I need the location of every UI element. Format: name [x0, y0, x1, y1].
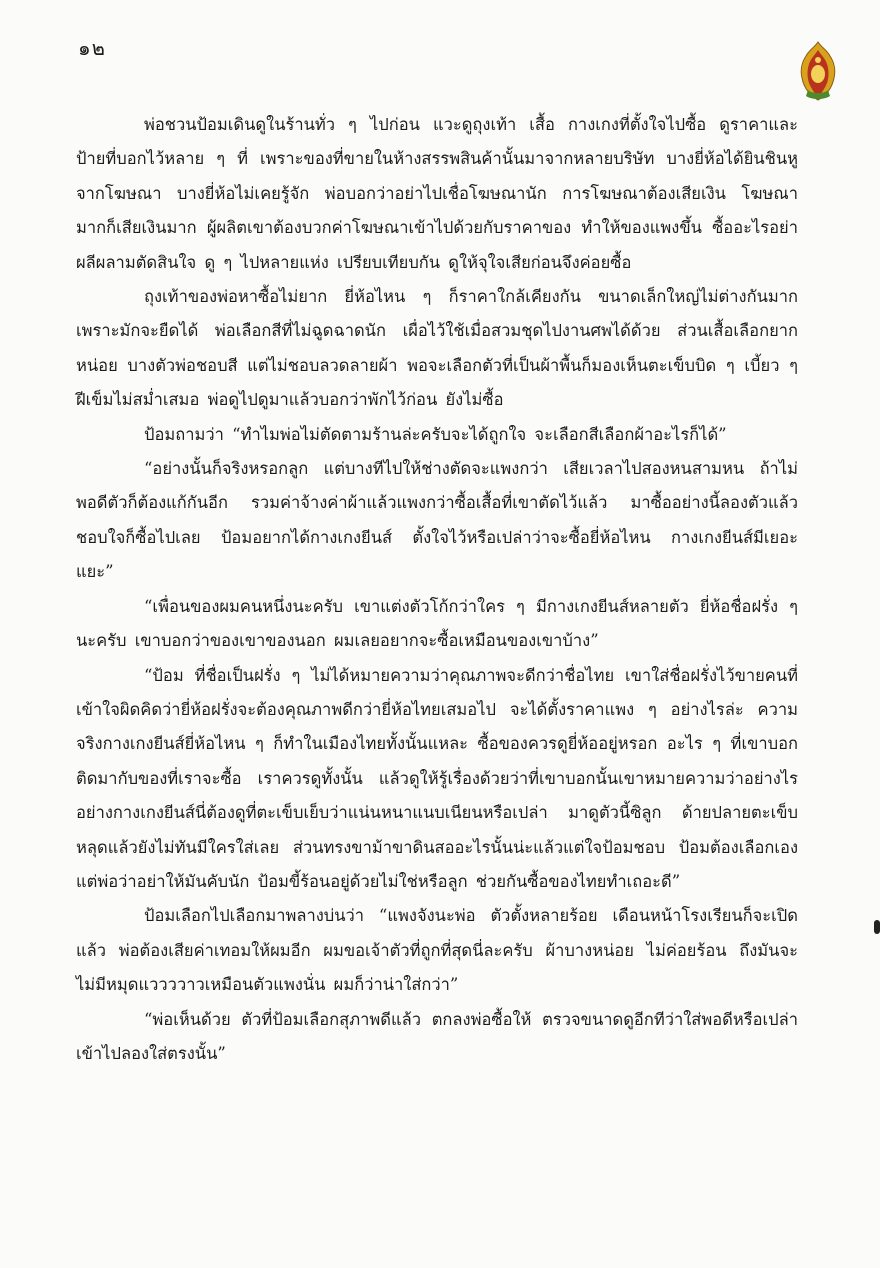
paragraph: “เพื่อนของผมคนหนึ่งนะครับ เขาแต่งตัวโก้กว่าใคร ๆ มีกางเกงยีนส์หลายตัว ยี่ห้อชื่อฝรั่ง ๆ นะครับ เขาบอกว่าของเขาของนอก ผมเลยอยากจะซื้อเหมือนของเขาบ้าง”: [76, 596, 798, 651]
page-number: ๑๒: [78, 36, 106, 60]
document-body: [76, 108, 798, 1071]
paragraph: พ่อชวนป้อมเดินดูในร้านทั่ว ๆ ไปก่อน แวะดูถุงเท้า เสื้อ กางเกงที่ตั้งใจไปซื้อ ดูราคาและป้ายที่บอกไว้หลาย ๆ ที่ เพราะของที่ขายในห้างสรรพสินค้านั้นมาจากหลายบริษัท บางยี่ห้อได้ยินชินหูจากโฆษณา บางยี่ห้อไม่เคยรู้จัก พ่อบอกว่าอย่าไปเชื่อโฆษณานัก การโฆษณาต้องเสียเงิน โฆษณามากก็เสียเงินมาก ผู้ผลิตเขาต้องบวกค่าโฆษณาเข้าไปด้วยกับราคาของ ทำให้ของแพงขึ้น ซื้ออะไรอย่าผลีผลามตัดสินใจ ดู ๆ ไปหลายแห่ง เปรียบเทียบกัน ดูให้จุใจเสียก่อนจึงค่อยซื้อ: [76, 115, 798, 272]
paragraph: ป้อมถามว่า “ทำไมพ่อไม่ตัดตามร้านล่ะครับจะได้ถูกใจ จะเลือกสีเลือกผ้าอะไรก็ได้”: [144, 424, 727, 444]
paragraph: ถุงเท้าของพ่อหาซื้อไม่ยาก ยี่ห้อไหน ๆ ก็ราคาใกล้เคียงกัน ขนาดเล็กใหญ่ไม่ต่างกันมาก เพราะมักจะยืดได้ พ่อเลือกสีที่ไม่ฉูดฉาดนัก เผื่อไว้ใช้เมื่อสวมชุดไปงานศพได้ด้วย ส่วนเสื้อเลือกยากหน่อย บางตัวพ่อชอบสี แต่ไม่ชอบลวดลายผ้า พอจะเลือกตัวที่เป็นผ้าพื้นก็มองเห็นตะเข็บบิด ๆ เบี้ยว ๆ ฝีเข็มไม่สม่ำเสมอ พ่อดูไปดูมาแล้วบอกว่าพักไว้ก่อน ยังไม่ซื้อ: [76, 287, 798, 410]
paragraph: ป้อมเลือกไปเลือกมาพลางบ่นว่า “แพงจังนะพ่อ ตัวตั้งหลายร้อย เดือนหน้าโรงเรียนก็จะเปิดแล้ว พ่อต้องเสียค่าเทอมให้ผมอีก ผมขอเจ้าตัวที่ถูกที่สุดนี่ละครับ ผ้าบางหน่อย ไม่ค่อยร้อน ถึงมันจะไม่มีหมุดแววววาวเหมือนตัวแพงนั่น ผมก็ว่าน่าใส่กว่า”: [76, 906, 798, 995]
paragraph: “พ่อเห็นด้วย ตัวที่ป้อมเลือกสุภาพดีแล้ว ตกลงพ่อซื้อให้ ตรวจขนาดดูอีกทีว่าใส่พอดีหรือเปล่า เข้าไปลองใส่ตรงนั้น”: [76, 1009, 798, 1063]
paragraph: “ป้อม ที่ชื่อเป็นฝรั่ง ๆ ไม่ได้หมายความว่าคุณภาพจะดีกว่าชื่อไทย เขาใส่ชื่อฝรั่งไว้ขายคนที่เข้าใจผิดคิดว่ายี่ห้อฝรั่งจะต้องคุณภาพดีกว่ายี่ห้อไทยเสมอไป จะได้ตั้งราคาแพง ๆ อย่างไรล่ะ ความจริงกางเกงยีนส์ยี่ห้อไหน ๆ ก็ทำในเมืองไทยทั้งนั้นแหละ ซื้อของควรดูยี่ห้ออยู่หรอก อะไร ๆ ที่เขาบอกติดมากับของที่เราจะซื้อ เราควรดูทั้งนั้น แล้วดูให้รู้เรื่องด้วยว่าที่เขาบอกนั้นเขาหมายความว่าอย่างไร อย่างกางเกงยีนส์นี่ต้องดูที่ตะเข็บเย็บว่าแน่นหนาแนบเนียนหรือเปล่า มาดูตัวนี้ซิลูก ด้ายปลายตะเข็บหลุดแล้วยังไม่ทันมีใครใส่เลย ส่วนทรงขาม้าขาดินสออะไรนั้นน่ะแล้วแต่ใจป้อมชอบ ป้อมต้องเลือกเอง แต่พ่อว่าอย่าให้มันคับนัก ป้อมขี้ร้อนอยู่ด้วยไม่ใช่หรือลูก ช่วยกันซื้อของไทยทำเถอะดี”: [76, 665, 798, 891]
scan-edge-mark: [874, 920, 880, 934]
paragraph: “อย่างนั้นก็จริงหรอกลูก แต่บางทีไปให้ช่างตัดจะแพงกว่า เสียเวลาไปสองหนสามหน ถ้าไม่พอดีตัวก็ต้องแก้กันอีก รวมค่าจ้างค่าผ้าแล้วแพงกว่าซื้อเสื้อที่เขาตัดไว้แล้ว มาซื้ออย่างนี้ลองตัวแล้วชอบใจก็ซื้อไปเลย ป้อมอยากได้กางเกงยีนส์ ตั้งใจไว้หรือเปล่าว่าจะซื้อยี่ห้อไหน กางเกงยีนส์มีเยอะแยะ”: [76, 459, 798, 582]
school-emblem-icon: [794, 40, 842, 102]
